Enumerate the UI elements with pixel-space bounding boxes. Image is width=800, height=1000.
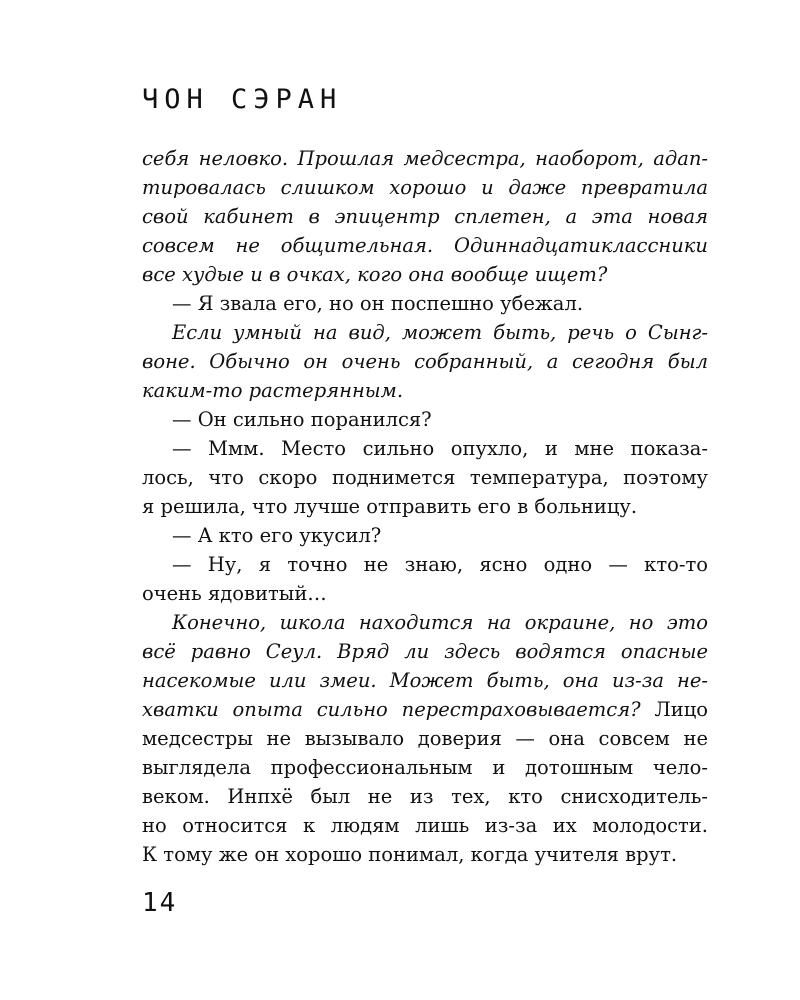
text-line: выглядела профессиональным и дотошным чело- (142, 756, 708, 779)
running-head-author: ЧОН СЭРАН (142, 84, 343, 115)
text-line: всё равно Сеул. Вряд ли здесь водятся опасные (142, 640, 708, 663)
text-line: себя неловко. Прошлая медсестра, наоборот, адап- (142, 147, 708, 170)
dialogue-line: — Он сильно поранился? (172, 408, 432, 431)
text-line-mixed (142, 695, 708, 724)
text-segment-roman: Лицо (654, 698, 709, 721)
text-line: я решила, что лучше отправить его в больницу. (142, 495, 638, 518)
dialogue-line: — Ну, я точно не знаю, ясно одно — кто-то (172, 553, 708, 576)
text-line: насекомые или змеи. Может быть, она из-за не- (142, 669, 708, 692)
dialogue-line: — Я звала его, но он поспешно убежал. (172, 292, 584, 315)
text-line: медсестры не вызывало доверия — она совсем не (142, 727, 708, 750)
text-line: каким-то растерянным. (142, 379, 404, 402)
text-line: воне. Обычно он очень собранный, а сегодня был (142, 350, 708, 373)
text-line: но относится к людям лишь из-за их молодости. (142, 814, 708, 837)
text-line: Если умный на вид, может быть, речь о Сынг- (172, 321, 708, 344)
text-line: очень ядовитый… (142, 582, 327, 605)
text-line: тировалась слишком хорошо и даже превратила (142, 176, 708, 199)
dialogue-line: — Ммм. Место сильно опухло, и мне показа- (172, 437, 708, 460)
text-line: лось, что скоро поднимется температура, поэтому (142, 466, 708, 489)
text-line: Конечно, школа находится на окраине, но это (172, 611, 708, 634)
text-line: все худые и в очках, кого она вообще ищет? (142, 263, 608, 286)
text-line: К тому же он хорошо понимал, когда учителя врут. (142, 843, 678, 866)
text-segment-italic: хватки опыта сильно перестраховывается? (142, 698, 641, 721)
page-number: 14 (142, 888, 178, 918)
text-line: веком. Инпхё был не из тех, кто снисходитель- (142, 785, 708, 808)
body-text (142, 144, 708, 869)
text-line: свой кабинет в эпицентр сплетен, а эта новая (142, 205, 708, 228)
dialogue-line: — А кто его укусил? (172, 524, 382, 547)
text-line: совсем не общительная. Одиннадцатиклассники (142, 234, 708, 257)
